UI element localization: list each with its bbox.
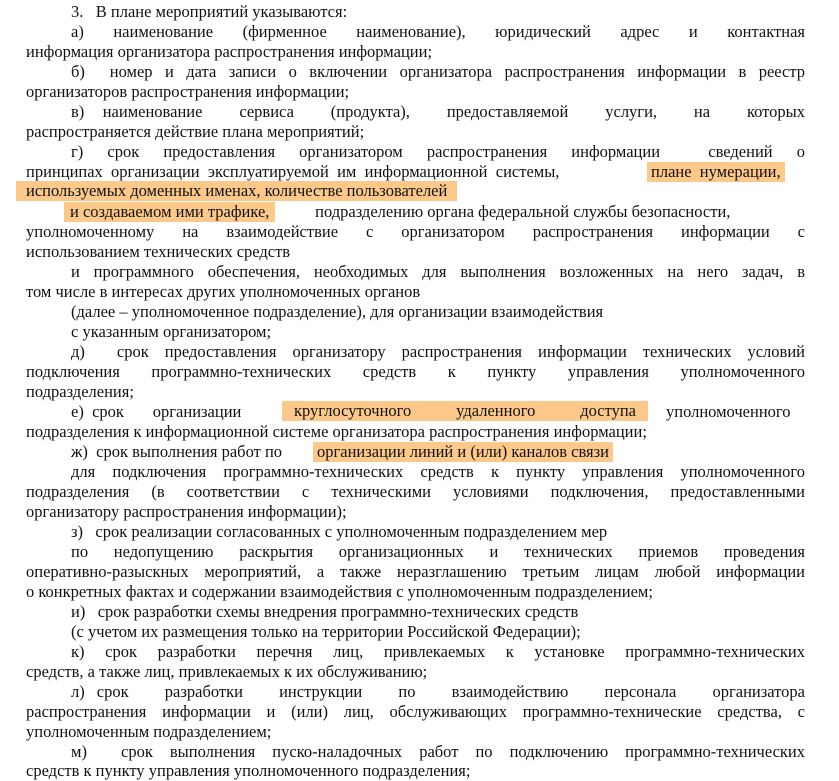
item-g-line-4: подразделению органа федеральной службы безопасности, xyxy=(311,202,731,221)
highlight-remote-access: круглосуточного удаленного доступа xyxy=(282,401,648,421)
item-z-line-3: оперативно-разыскных мероприятий, а также неразглашению третьим лицам любой информации xyxy=(26,562,805,581)
item-g-line-1: г) срок предоставления организатором распространения информации сведений о xyxy=(71,142,805,161)
item-g-line-2: принципах организации эксплуатируемой им информационной системы, xyxy=(26,162,560,181)
item-3-heading: 3. В плане мероприятий указываются: xyxy=(71,2,348,21)
item-d-line-1: д) срок предоставления организатору распространения информации технических условий xyxy=(71,342,805,361)
highlight-domain-names: используемых доменных именах, количестве пользователей xyxy=(16,181,457,201)
item-zh-line-4: организатору распространения информации); xyxy=(26,502,347,521)
item-d-line-3: подразделения; xyxy=(26,382,134,401)
item-k-line-2: средств, а также лиц, привлекаемых к их обслуживанию; xyxy=(26,662,428,681)
item-zh-line-2: для подключения программно-технических средств к пункту управления уполномоченного xyxy=(71,462,805,481)
item-i-line-2: (с учетом их размещения только на территории Российской Федерации); xyxy=(71,622,581,641)
highlight-numbering-plan: плане нумерации, xyxy=(647,162,785,182)
highlight-traffic: и создаваемом ими трафике, xyxy=(64,202,275,222)
item-b-line-1: б) номер и дата записи о включении организатора распространения информации в реестр xyxy=(71,62,805,81)
item-v-line-2: распространяется действие плана мероприятий; xyxy=(26,122,365,141)
item-g-line-8: том числе в интересах других уполномоченных органов xyxy=(26,282,421,301)
item-g-line-7: и программного обеспечения, необходимых для выполнения возложенных на него задач, в xyxy=(71,262,805,281)
item-zh-line-1: ж) срок выполнения работ по xyxy=(71,442,283,461)
item-m-line-1: м) срок выполнения пуско-наладочных работ по подключению программно-технических xyxy=(71,742,805,761)
item-l-line-2: распространения информации и (или) лиц, обслуживающих программно-технические средства, с xyxy=(26,702,805,721)
item-zh-line-3: подразделения (в соответствии с техническими условиями подключения, предоставленными xyxy=(26,482,805,501)
item-z-line-4: о конкретных фактах и содержании взаимодействия с уполномоченным подразделением; xyxy=(26,582,653,601)
highlight-communication-channels: организации линий и (или) каналов связи xyxy=(313,442,613,462)
item-e-line-2: подразделения к информационной системе организатора распространения информации; xyxy=(26,422,647,441)
item-g-line-5: уполномоченному на взаимодействие с организатором распространения информации с xyxy=(26,222,805,241)
item-g-line-6: использованием технических средств xyxy=(26,242,291,261)
item-v-line-1: в) наименование сервиса (продукта), предоставляемой услуги, на которых xyxy=(71,102,805,121)
item-l-line-3: уполномоченным подразделением; xyxy=(26,722,272,741)
item-z-line-2: по недопущению раскрытия организационных и технических приемов проведения xyxy=(71,542,805,561)
item-g-line-9: (далее – уполномоченное подразделение), для организации взаимодействия xyxy=(71,302,604,321)
item-l-line-1: л) срок разработки инструкции по взаимодействию персонала организатора xyxy=(71,682,805,701)
item-k-line-1: к) срок разработки перечня лиц, привлекаемых к установке программно-технических xyxy=(71,642,805,661)
item-g-line-10: с указанным организатором; xyxy=(71,322,272,341)
item-d-line-2: подключения программно-технических средств к пункту управления уполномоченного xyxy=(26,362,805,381)
item-z-line-1: з) срок реализации согласованных с уполномоченным подразделением мер xyxy=(71,522,608,541)
item-a-line-2: информация организатора распространения информации; xyxy=(26,42,433,61)
item-i-line-1: и) срок разработки схемы внедрения программно-технических средств xyxy=(71,602,579,621)
item-m-line-2: средств к пункту управления уполномоченного подразделения; xyxy=(26,761,471,780)
item-e-line-1: е) срок организации xyxy=(71,402,242,421)
item-e-line-1-end: уполномоченного xyxy=(666,402,791,421)
item-a-line-1: а) наименование (фирменное наименование), юридический адрес и контактная xyxy=(71,22,805,41)
item-b-line-2: организаторов распространения информации; xyxy=(26,82,350,101)
